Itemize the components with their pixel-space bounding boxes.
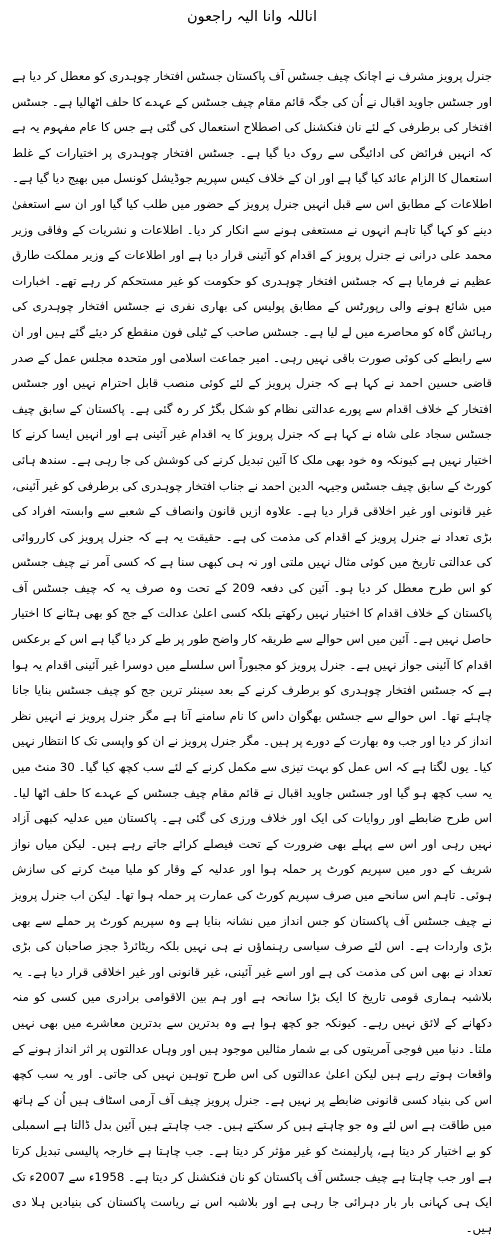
article-body: جنرل پرویز مشرف نے اچانک چیف جسٹس آف پاکستان جسٹس افتخار چوہدری کو معطل کر دیا ہے اور جسٹس جاوید اقبال نے اُن کی جگہ قائم مقام چیف جسٹس کے عہدے کا حلف اٹھالیا ہے۔ جسٹس افتخار کی برطرفی کے لئے نان فنکشنل کی اصطلاح استعمال کی گئی ہے جس کا عام مفہوم یہ ہے کہ انہیں فرائض کی ادائیگی سے روک دیا گیا ہے۔ جسٹس افتخار چوہدری پر اختیارات کے غلط استعمال کا الزام عائد کیا گیا ہے اور ان کے خلاف کیس سپریم جوڈیشل کونسل میں بھیج دیا گیا ہے۔ اطلاعات کے مطابق اس سے قبل انہیں جنرل پرویز کے حضور میں طلب کیا گیا اور ان سے استعفیٰ دینے کو کہا گیا تاہم انہوں نے مستعفی ہونے سے انکار کر دیا۔ اطلاعات و نشریات کے وفاقی وزیر محمد علی درانی نے جنرل پرویز کے اقدام کو آئینی قرار دیا ہے اور اطلاعات کے وزیر مملکت طارق عظیم نے فرمایا ہے کہ جسٹس افتخار چوہدری کو حکومت کو غیر مستحکم کر رہے تھے۔ اخبارات میں شائع ہونے والی رپورٹس کے مطابق پولیس کی بھاری نفری نے جسٹس افتخار چوہدری کی رہائش گاہ کو محاصرے میں لے لیا ہے۔ جسٹس صاحب کے ٹیلی فون منقطع کر دیئے گئے ہیں اور ان سے رابطے کی کوئی صورت باقی نہیں رہی۔ امیر جماعت اسلامی اور متحدہ مجلس عمل کے صدر قاضی حسین احمد نے کہا ہے کہ جنرل پرویز کے لئے کوئی منصب قابل احترام نہیں اور جسٹس افتخار کے خلاف اقدام سے پورے عدالتی نظام کو شکل بگڑ کر رہ گئی ہے۔ پاکستان کے سابق چیف جسٹس سجاد علی شاہ نے کہا ہے کہ جنرل پرویز کا یہ اقدام غیر آئینی ہے اور انہیں ایسا کرنے کا اختیار نہیں ہے کیونکہ وہ خود بھی ملک کا آئین تبدیل کرنے کی کوشش کی جا رہی ہے۔ سندھ ہائی کورٹ کے سابق چیف جسٹس وجیہہ الدین احمد نے جناب افتخار چوہدری کی برطرفی کو غیر آئینی، غیر قانونی اور غیر اخلاقی قرار دیا ہے۔ علاوہ ازیں قانون وانصاف کے شعبے سے وابستہ افراد کی بڑی تعداد نے جنرل پرویز کے اقدام کی مذمت کی ہے۔ حقیقت یہ ہے کہ جنرل پرویز کی کارروائی کی عدالتی تاریخ میں کوئی مثال نہیں ملتی اور نہ ہی کبھی سنا ہے کہ کسی آمر نے چیف جسٹس کو اس طرح معطل کر دیا ہو۔ آئین کی دفعہ 209 کے تحت وہ صرف یہ کہ چیف جسٹس آف پاکستان کے خلاف اقدام کا اختیار نہیں رکھتے بلکہ کسی اعلیٰ عدالت کے جج کو بھی ہٹانے کا اختیار حاصل نہیں ہے۔ آئین میں اس حوالے سے طریقہ کار واضح طور پر طے کر دیا گیا ہے اس کے برعکس اقدام کا آئینی جواز نہیں ہے۔ جنرل پرویز کو مجبوراً اس سلسلے میں دوسرا غیر آئینی اقدام یہ ہوا ہے کہ جسٹس افتخار چوہدری کو برطرف کرنے کے بعد سینئر ترین جج کو چیف جسٹس بنایا جانا چاہئے تھا۔ اس حوالے سے جسٹس بھگوان داس کا نام سامنے آتا ہے مگر جنرل پرویز نے انہیں نظر انداز کر دیا اور جب وہ بھارت کے دورے پر ہیں۔ مگر جنرل پرویز نے ان کو واپسی تک کا انتظار نہیں کیا۔ یوں لگتا ہے کہ اس عمل کو بہت تیزی سے مکمل کرنے کے لئے سب کچھ کیا گیا۔ 30 منٹ میں یہ سب کچھ ہو گیا اور جسٹس جاوید اقبال نے قائم مقام چیف جسٹس کے عہدے کا حلف اٹھا لیا۔ اس طرح ضابطے اور روایات کی ایک اور خلاف ورزی کی گئی ہے۔ پاکستان میں عدلیہ کبھی آزاد نہیں رہی اور اس سے پہلے بھی ضرورت کے تحت فیصلے کرائے جاتے رہے ہیں۔ لیکن میاں نواز شریف کے دور میں سپریم کورٹ پر حملہ ہوا اور عدلیہ کے وقار کو ملیا میٹ کرنے کی سازش ہوئی۔ تاہم اس سانحے میں صرف سپریم کورٹ کی عمارت پر حملہ ہوا تھا۔ لیکن اب جنرل پرویز نے چیف جسٹس آف پاکستان کو جس انداز میں نشانہ بنایا ہے وہ سپریم کورٹ پر حملے سے بھی بڑی واردات ہے۔ اس لئے صرف سیاسی رہنماؤں نے ہی نہیں بلکہ ریٹائرڈ ججز صاحبان کی بڑی تعداد نے بھی اس کی مذمت کی ہے اور اسے غیر آئینی، غیر قانونی اور غیر اخلاقی قرار دیا ہے۔ یہ بلاشبہ ہماری قومی تاریخ کا ایک بڑا سانحہ ہے اور ہم بین الاقوامی برادری میں کسی کو منہ دکھانے کے لائق نہیں رہے۔ کیونکہ جو کچھ ہوا ہے وہ بدترین سے بدترین معاشرے میں بھی نہیں ملتا۔ دنیا میں فوجی آمریتوں کی بے شمار مثالیں موجود ہیں اور وہاں عدالتوں پر اثر انداز ہونے کے واقعات ہوتے رہے ہیں لیکن اعلیٰ عدالتوں کی اس طرح توہین نہیں کی جاتی۔ اور یہ سب کچھ اس کی بنیاد کسی قانونی ضابطے پر نہیں ہے۔ جنرل پرویز چیف آف آرمی اسٹاف ہیں اُن کے ہاتھ میں طاقت ہے اس لئے وہ جو چاہتے ہیں کر سکتے ہیں۔ جب چاہتے ہیں آئین بدل ڈالتا ہے اسمبلی کو بے اختیار کر دیتا ہے، پارلیمنٹ کو غیر مؤثر کر دیتا ہے۔ جب چاہتا ہے خارجہ پالیسی تبدیل کرتا ہے اور جب چاہتا ہے چیف جسٹس آف پاکستان کو نان فنکشنل کر دیتا ہے۔ 1958ء سے 2007ء تک ایک ہی کہانی بار بار دہرائی جا رہی ہے اور بلاشبہ اس نے ریاست پاکستان کی بنیادیں ہلا دی ہیں۔: [12, 69, 493, 1235]
article-title: اناللہ وانا الیہ راجعون: [187, 9, 317, 25]
